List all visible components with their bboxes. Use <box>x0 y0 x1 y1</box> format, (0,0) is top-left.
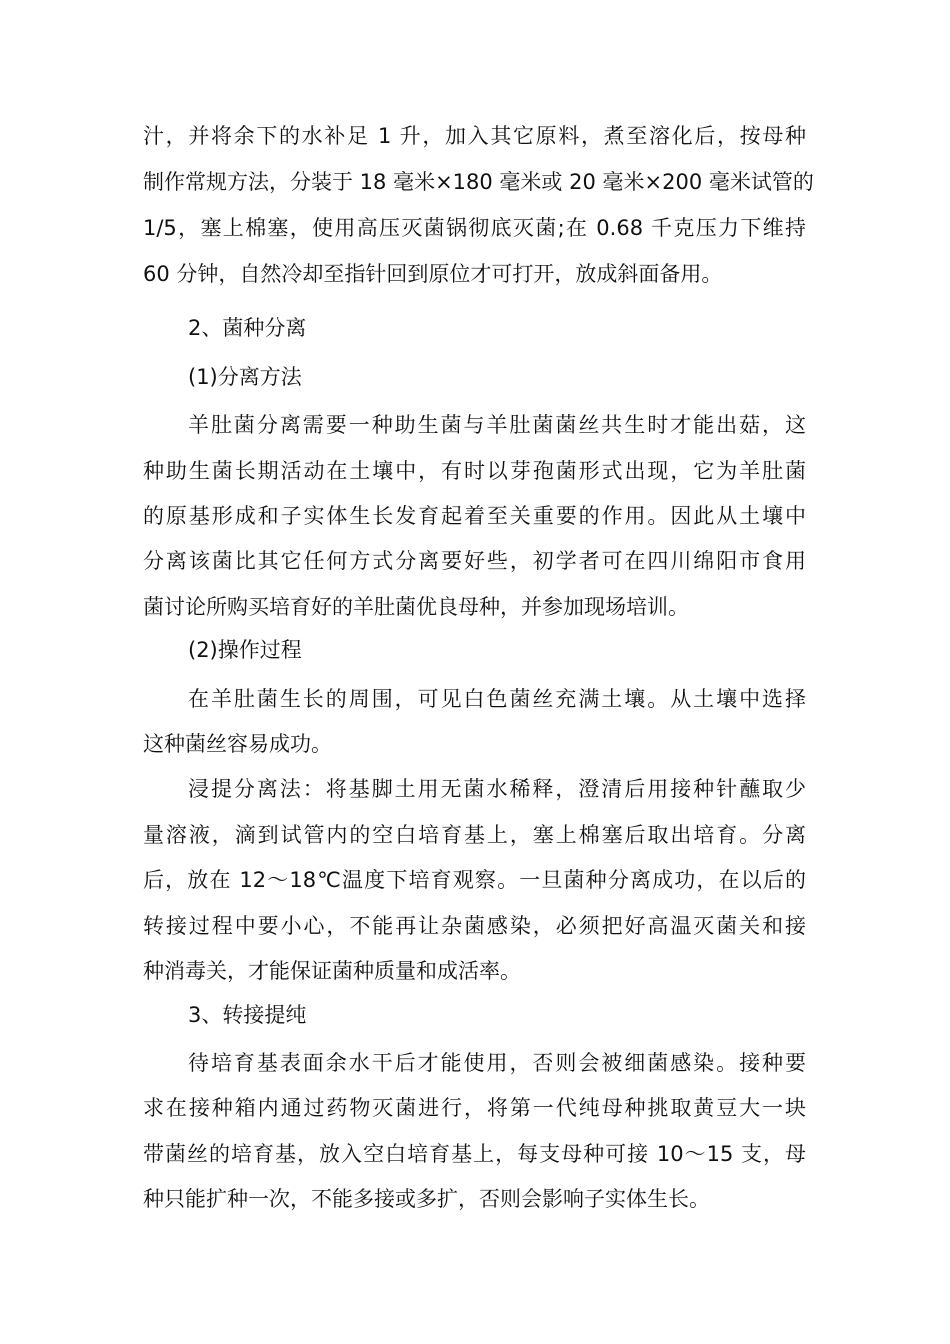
section-heading: 3、转接提纯 <box>188 1003 307 1027</box>
subsection-heading: (2)操作过程 <box>188 638 302 662</box>
paragraph-line: 种消毒关，才能保证菌种质量和成活率。 <box>143 959 521 983</box>
paragraph-line: 量溶液，滴到试管内的空白培育基上，塞上棉塞后取出培育。分离 <box>143 823 806 847</box>
subsection-heading: (1)分离方法 <box>188 365 302 389</box>
paragraph-line: 这种菌丝容易成功。 <box>143 732 332 756</box>
paragraph-line: 待培育基表面余水干后才能使用，否则会被细菌感染。接种要 <box>188 1051 806 1075</box>
paragraph-line: 1/5，塞上棉塞，使用高压灭菌锅彻底灭菌;在 0.68 千克压力下维持 <box>143 216 806 240</box>
section-heading: 2、菌种分离 <box>188 316 307 340</box>
paragraph-line: 羊肚菌分离需要一种助生菌与羊肚菌菌丝共生时才能出菇，这 <box>188 413 806 437</box>
paragraph-line: 汁，并将余下的水补足 1 升，加入其它原料，煮至溶化后，按母种 <box>143 124 806 148</box>
paragraph-line: 种只能扩种一次，不能多接或多扩，否则会影响子实体生长。 <box>143 1187 710 1211</box>
paragraph-line: 制作常规方法，分装于 18 毫米×180 毫米或 20 毫米×200 毫米试管的 <box>143 170 814 194</box>
paragraph-line: 带菌丝的培育基，放入空白培育基上，每支母种可接 10～15 支，母 <box>143 1142 806 1166</box>
paragraph-line: 的原基形成和子实体生长发育起着至关重要的作用。因此从土壤中 <box>143 504 806 528</box>
paragraph-line: 60 分钟，自然冷却至指针回到原位才可打开，放成斜面备用。 <box>143 262 723 286</box>
paragraph-line: 分离该菌比其它任何方式分离要好些，初学者可在四川绵阳市食用 <box>143 549 806 573</box>
paragraph-line: 菌讨论所购买培育好的羊肚菌优良母种，并参加现场培训。 <box>143 595 689 619</box>
paragraph-line: 种助生菌长期活动在土壤中，有时以芽孢菌形式出现，它为羊肚菌 <box>143 459 806 483</box>
paragraph-line: 后，放在 12～18℃温度下培育观察。一旦菌种分离成功，在以后的 <box>143 868 806 892</box>
paragraph-line: 转接过程中要小心，不能再让杂菌感染，必须把好高温灭菌关和接 <box>143 914 806 938</box>
paragraph-line: 求在接种箱内通过药物灭菌进行，将第一代纯母种挑取黄豆大一块 <box>143 1096 806 1120</box>
paragraph-line: 在羊肚菌生长的周围，可见白色菌丝充满土壤。从土壤中选择 <box>188 687 806 711</box>
paragraph-line: 浸提分离法：将基脚土用无菌水稀释，澄清后用接种针蘸取少 <box>188 777 806 801</box>
